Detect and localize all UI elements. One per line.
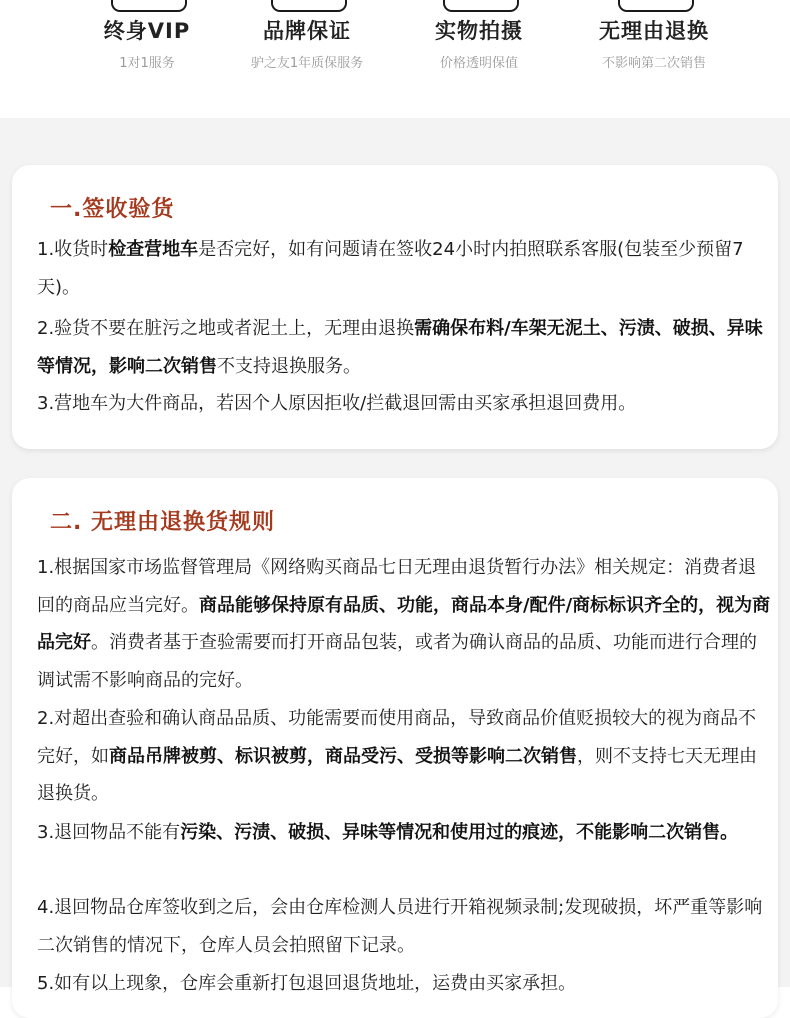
feature-title: 无理由退换: [599, 19, 709, 43]
paragraph-clean: [37, 310, 772, 385]
service-features-bar: [0, 0, 790, 118]
receipt-inspection-card: [12, 165, 778, 449]
feature-subtitle: 价格透明保值: [439, 56, 518, 71]
paragraph-no-damage: [37, 814, 772, 852]
text-bold: 商品吊牌被剪、标识被剪，商品受污、受损等影响二次销售: [109, 745, 577, 767]
text-bold: 检查营地车: [108, 239, 199, 260]
text: ，则不支持七天无理由退换货。: [37, 745, 757, 804]
text-bold: 商品能够保持原有品质、功能，商品本身/配件/商标标识齐全的，视为商品完好: [37, 594, 771, 653]
text: 3.退回物品不能有: [37, 822, 181, 843]
feature-subtitle: 不影响第二次销售: [601, 56, 706, 71]
text: 4.退回物品仓库签收到之后，会由仓库检测人员进行开箱视频录制;发现破损，坏严重等影响二次销售的情况下，仓库人员会拍照留下记录。: [37, 897, 763, 956]
paragraph-regulation: [37, 549, 772, 699]
paragraph-bulky: [37, 385, 772, 423]
feature-icon: [443, 0, 519, 12]
feature-icon: [111, 0, 187, 12]
paragraph-excess-use: [37, 700, 772, 813]
feature-icon: [271, 0, 347, 12]
feature-title: 终身VIP: [103, 19, 191, 43]
text: 2.对超出查验和确认商品品质、功能需要而使用商品，导致商品价值贬损较大的视为商品不完好，如: [37, 708, 757, 767]
paragraph-warehouse: [37, 889, 772, 964]
text: 1.根据国家市场监督管理局《网络购买商品七日无理由退货暂行办法》相关规定：消费者退回的商品应当完好。: [37, 557, 757, 616]
text: 是否完好，如有问题请在签收24小时内拍照联系客服(包装至少预留7天)。: [37, 239, 744, 298]
feature-icon: [618, 0, 694, 12]
text: 1.收货时: [37, 239, 109, 260]
feature-subtitle: 1对1服务: [119, 56, 175, 71]
text-bold: 污染、污渍、破损、异味等情况和使用过的痕迹，不能影响二次销售。: [180, 822, 739, 843]
text: 不支持退换服务。: [217, 355, 361, 377]
text-bold: 需确保布料/车架无泥土、污渍、破损、异味等情况，影响二次销售: [37, 318, 763, 377]
text: 5.如有以上现象，仓库会重新打包退回退货地址，运费由买家承担。: [37, 973, 577, 994]
feature-title: 实物拍摄: [435, 19, 523, 43]
feature-title: 品牌保证: [263, 19, 351, 43]
section-title: 一.签收验货: [50, 197, 175, 222]
paragraph-return-shipping: [37, 965, 772, 1003]
text: 3.营地车为大件商品，若因个人原因拒收/拦截退回需由买家承担退回费用。: [37, 393, 637, 414]
paragraph-inspect: [37, 231, 772, 306]
section-title: 二. 无理由退换货规则: [50, 510, 276, 535]
return-rules-card: [12, 478, 778, 1018]
text: 2.验货不要在脏污之地或者泥土上，无理由退换: [37, 318, 415, 339]
text: 。消费者基于查验需要而打开商品包装，或者为确认商品的品质、功能而进行合理的调试需不影响商品的完好。: [37, 632, 757, 691]
feature-subtitle: 驴之友1年质保服务: [250, 56, 364, 71]
